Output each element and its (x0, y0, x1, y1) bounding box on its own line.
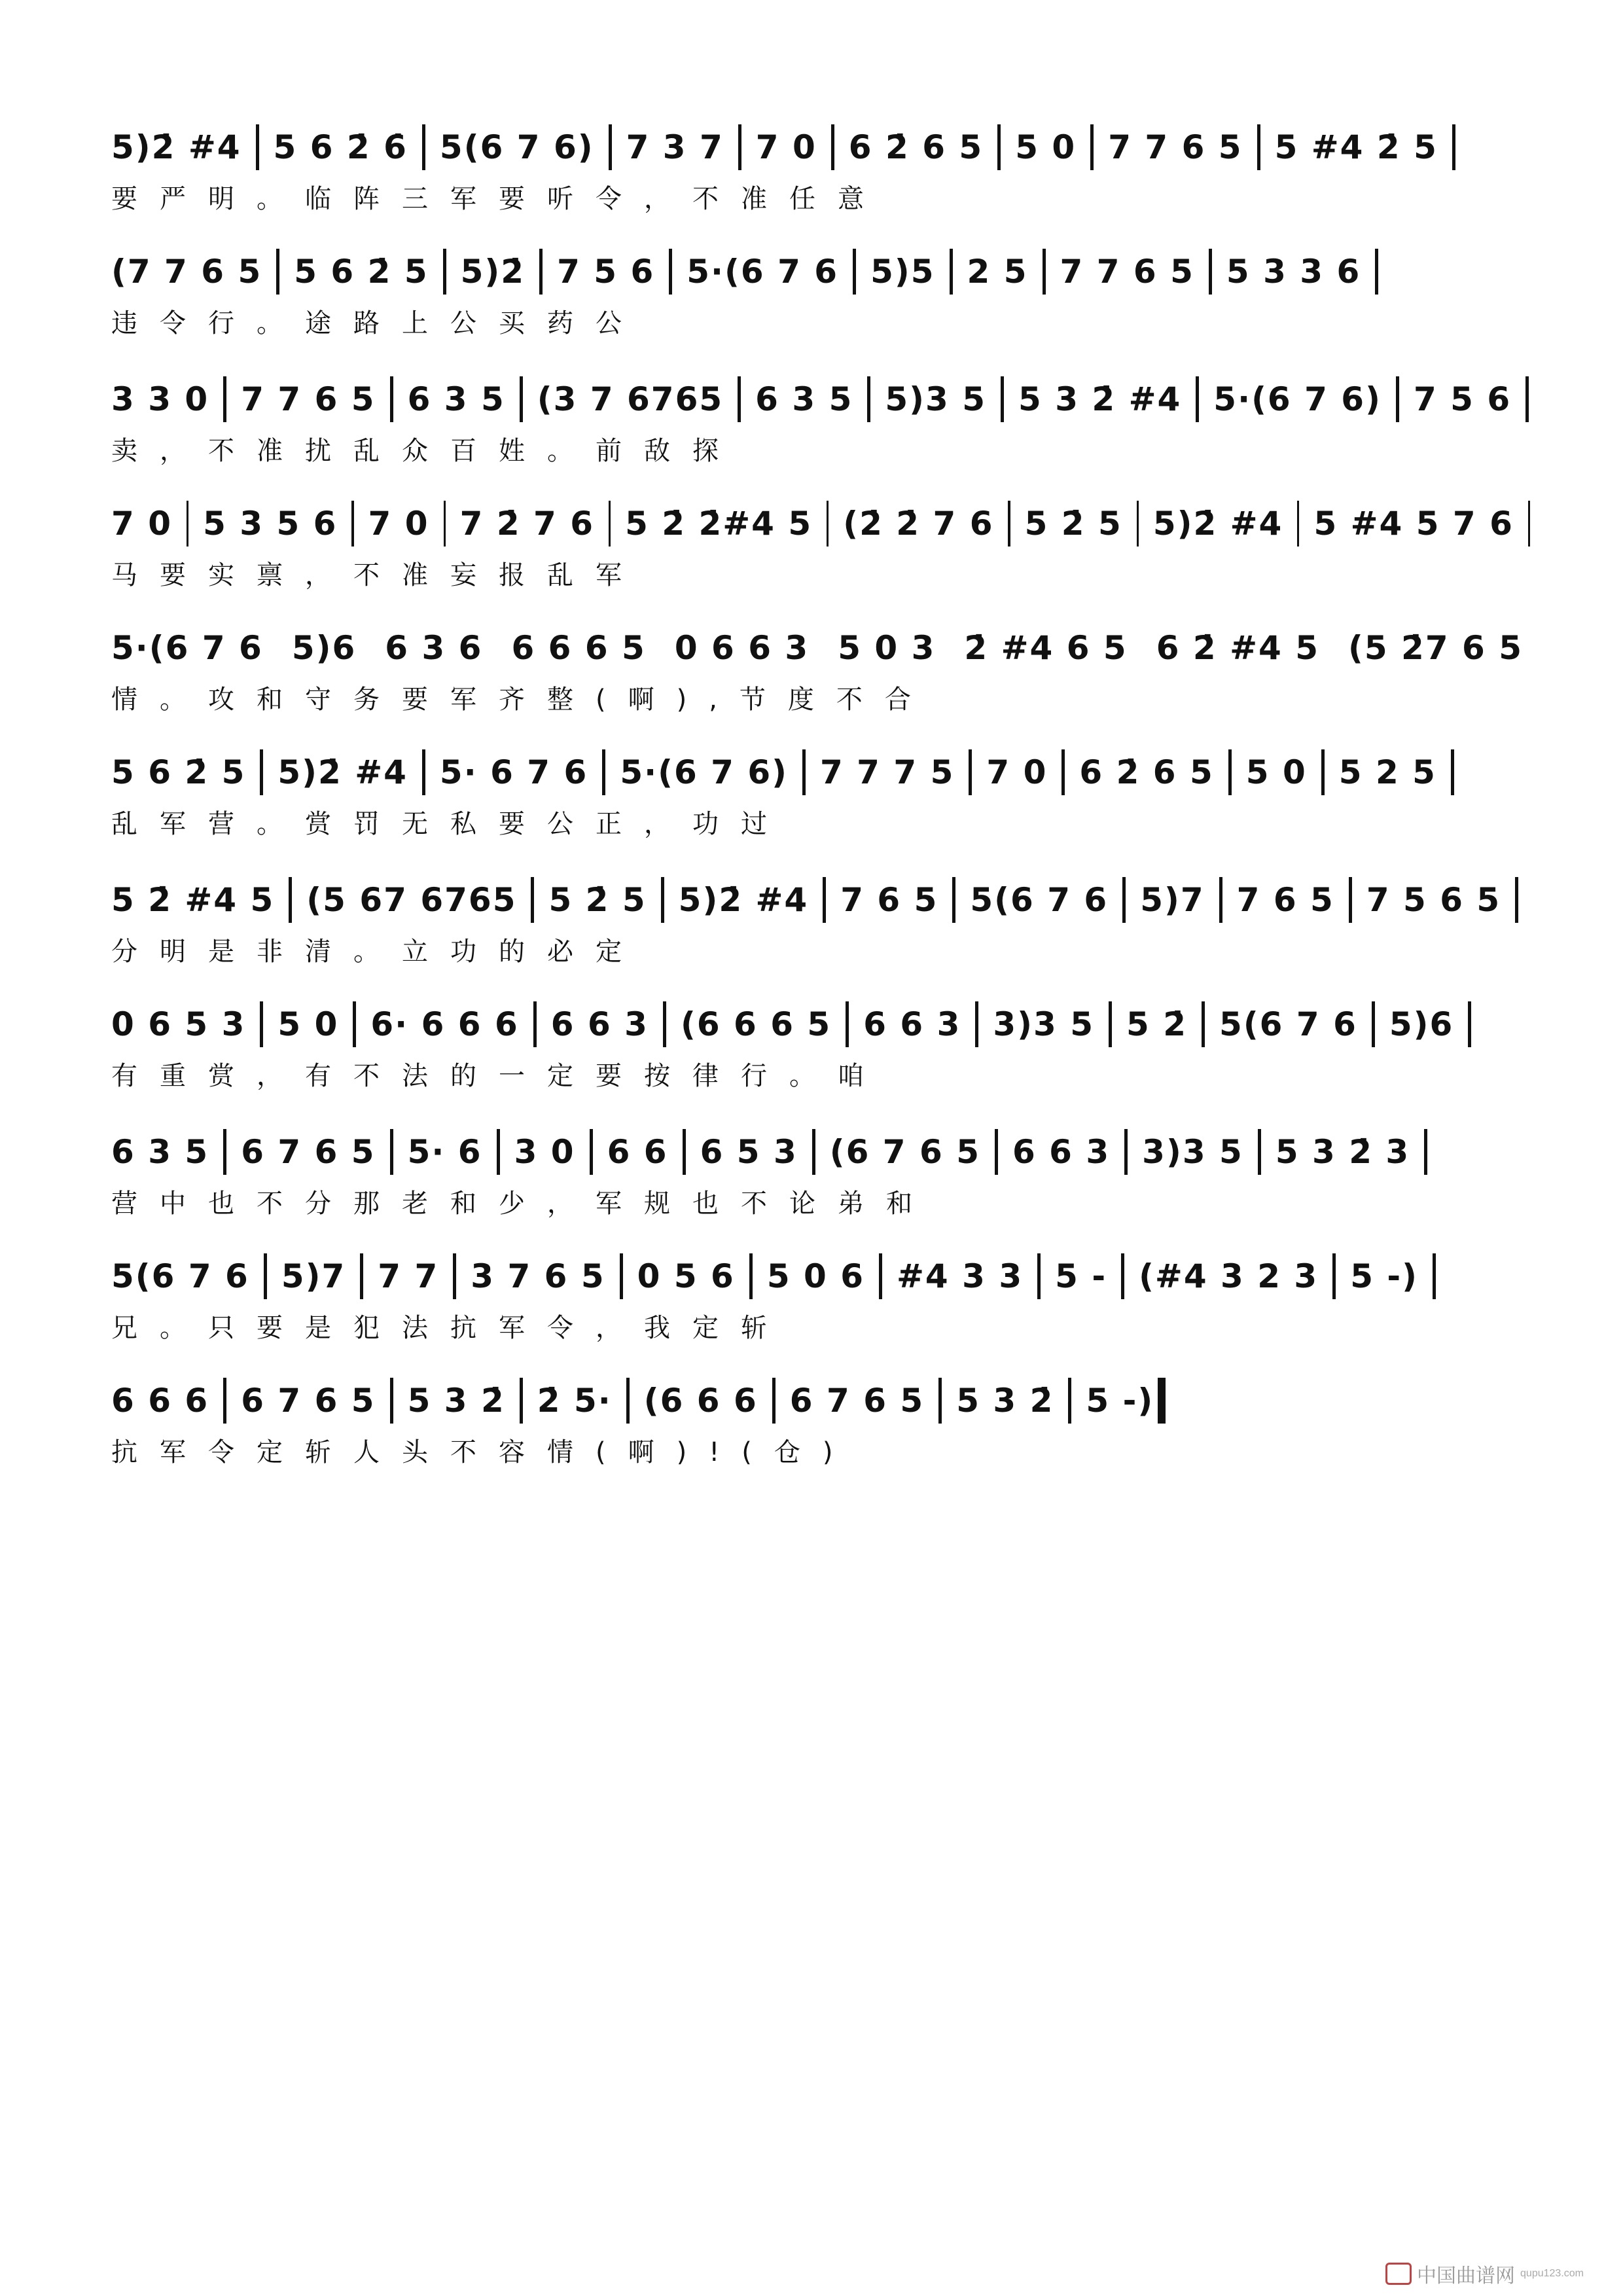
bar-line (223, 1129, 226, 1175)
bar-line (187, 501, 188, 547)
measure: #4 3 3 (897, 1257, 1024, 1295)
measure: 5 0 6 (766, 1257, 865, 1295)
measure: 6 6 3 (1012, 1133, 1111, 1171)
bar-line (1196, 376, 1199, 422)
bar-line (353, 1001, 356, 1047)
score-line (111, 1240, 1544, 1346)
measure: 6 6 (607, 1133, 668, 1171)
measure: 5)5 (870, 253, 935, 291)
measure: 5(6 7 6 (970, 881, 1109, 919)
bar-line (1158, 1378, 1166, 1424)
bar-line (276, 249, 279, 295)
bar-line (1001, 376, 1004, 422)
measure: 5 2̇ 5 (548, 881, 647, 919)
measure: 5 0 3 (838, 629, 936, 667)
measure: 5)6 (1389, 1005, 1454, 1043)
measure: 3 0 (514, 1133, 575, 1171)
notation-staff (111, 111, 1544, 170)
measure: (5 67 6765 (306, 881, 517, 919)
bar-line (831, 124, 834, 170)
bar-line (1008, 501, 1010, 547)
measure: 5)2̇ (460, 253, 526, 291)
bar-line (1228, 749, 1232, 795)
bar-line (1349, 877, 1352, 923)
bar-line (260, 1001, 263, 1047)
bar-line (390, 376, 393, 422)
bar-line (1137, 501, 1139, 547)
bar-line (950, 249, 953, 295)
measure: 5 3 3 6 (1226, 253, 1361, 291)
notation-staff (111, 736, 1544, 795)
score-line (111, 488, 1544, 594)
score-line (111, 363, 1544, 469)
bar-line (520, 376, 523, 422)
measure: 5)7 (281, 1257, 346, 1295)
measure: 7 0 (755, 128, 817, 166)
lyric-line: 马要实禀，不准妄报乱军 (111, 560, 644, 590)
bar-line (853, 249, 856, 295)
bar-line (1121, 1253, 1124, 1299)
measure: 5)2̇ #4 (678, 881, 809, 919)
bar-line (1372, 1001, 1375, 1047)
measure: 6 3 5 (755, 380, 853, 418)
lyric-line: 乱军营。赏罚无私要公正，功过 (111, 809, 789, 839)
bar-line (533, 1001, 537, 1047)
bar-line (1451, 749, 1454, 795)
bar-line (390, 1378, 393, 1424)
measure: 5 0 (1245, 753, 1307, 791)
lyric-line: 抗军令定斩人头不容情(啊)!(仓) (111, 1437, 855, 1467)
bar-line (539, 249, 543, 295)
bar-line (1090, 124, 1094, 170)
measure: 6 7 6 5 (789, 1382, 925, 1420)
bar-line (390, 1129, 393, 1175)
watermark-name: 中国曲谱网 (1417, 2265, 1516, 2287)
measure: 7 2̇ 7 6 (459, 505, 595, 543)
measure: 5·(6 7 6) (620, 753, 788, 791)
bar-line (663, 1001, 666, 1047)
measure: 5 2̇ 5 (1024, 505, 1122, 543)
measure: 5· 6 7 6 (439, 753, 588, 791)
bar-line (609, 124, 612, 170)
bar-line (772, 1378, 776, 1424)
bar-line (738, 376, 741, 422)
measure: 6 2̇ #4 5 (1156, 629, 1319, 667)
measure: 5 6 2̇ 5 (294, 253, 429, 291)
measure: 7 6 5 (840, 881, 938, 919)
lyric-line: 违令行。途路上公买药公 (111, 308, 644, 338)
measure: 7 7 6 5 (241, 380, 376, 418)
measure: 5 3 2̇ (407, 1382, 505, 1420)
bar-line (1124, 1129, 1128, 1175)
measure: 5)3 5 (885, 380, 986, 418)
bar-line (738, 124, 741, 170)
measure: 5 0 (1015, 128, 1077, 166)
measure: 5 6 2̇ 5 (111, 753, 246, 791)
notation-staff (111, 236, 1544, 295)
score-line (111, 864, 1544, 970)
bar-line (1209, 249, 1212, 295)
measure: (5 2̇7 6 5 (1347, 629, 1524, 667)
measure: 7 7 6 5 (1060, 253, 1194, 291)
measure: 6· 6 6 6 (370, 1005, 519, 1043)
measure: 5·(6 7 6 (111, 629, 263, 667)
bar-line (975, 1001, 978, 1047)
bar-line (1122, 877, 1126, 923)
site-watermark (1385, 2259, 1584, 2288)
notation-staff (111, 864, 1544, 923)
measure: 3)3 5 (1142, 1133, 1243, 1171)
notation-staff (111, 1116, 1544, 1175)
measure: 6 5 3 (700, 1133, 798, 1171)
bar-line (1257, 124, 1260, 170)
bar-line (1109, 1001, 1112, 1047)
bar-line (256, 124, 259, 170)
bar-line (1258, 1129, 1261, 1175)
bar-line (590, 1129, 593, 1175)
bar-line (995, 1129, 998, 1175)
bar-line (289, 877, 292, 923)
measure: 5(6 7 6 (1219, 1005, 1357, 1043)
bar-line (264, 1253, 267, 1299)
measure: 3 3 0 (111, 380, 209, 418)
measure: 5 2̇ #4 5 (111, 881, 275, 919)
bar-line (260, 749, 263, 795)
bar-line (1433, 1253, 1436, 1299)
bar-line (531, 877, 534, 923)
measure: 5·(6 7 6) (1213, 380, 1382, 418)
measure: 2̇ #4 6 5 (964, 629, 1128, 667)
bar-line (802, 749, 806, 795)
measure: 5)2̇ #4 (111, 128, 241, 166)
measure: 7 0 (368, 505, 429, 543)
score-line (111, 111, 1544, 217)
notation-staff (111, 363, 1544, 422)
measure: 7 7 (378, 1257, 439, 1295)
bar-line (422, 749, 425, 795)
measure: 3 7 6 5 (471, 1257, 605, 1295)
measure: 6 3 5 (407, 380, 505, 418)
measure: 0 6 6 3 (674, 629, 810, 667)
bar-line (351, 501, 353, 547)
measure: 5)2̇ #4 (277, 753, 408, 791)
bar-line (1061, 749, 1065, 795)
bar-line (453, 1253, 456, 1299)
measure: 7 5 6 5 (1366, 881, 1501, 919)
measure: 7 0 (986, 753, 1048, 791)
score-line (111, 736, 1544, 842)
bar-line (1525, 376, 1529, 422)
measure: 5·(6 7 6 (687, 253, 839, 291)
measure: 5(6 7 6) (439, 128, 594, 166)
bar-line (1452, 124, 1455, 170)
measure: 5 3 5 6 (203, 505, 338, 543)
score-line (111, 1116, 1544, 1222)
measure: 7 5 6 (557, 253, 655, 291)
measure: 6 7 6 5 (241, 1382, 376, 1420)
bar-line (1424, 1129, 1427, 1175)
measure: 5)2̇ #4 (1152, 505, 1283, 543)
bar-line (1396, 376, 1399, 422)
measure: 5 0 (277, 1005, 339, 1043)
bar-line (749, 1253, 753, 1299)
measure: 5 - (1055, 1257, 1107, 1295)
bar-line (997, 124, 1001, 170)
bar-line (669, 249, 672, 295)
lyric-line: 有重赏，有不法的一定要按律行。咱 (111, 1061, 886, 1091)
measure: 6 6 6 5 (511, 629, 646, 667)
bar-line (1202, 1001, 1205, 1047)
bar-line (626, 1378, 630, 1424)
measure: 6 3 5 (111, 1133, 209, 1171)
score-line (111, 1365, 1544, 1471)
bar-line (1068, 1378, 1071, 1424)
bar-line (609, 501, 611, 547)
measure: (6 6 6 5 (680, 1005, 832, 1043)
measure: 6 2̇ 6 5 (848, 128, 984, 166)
measure: 5 6 2̇ 6̇ (273, 128, 408, 166)
notation-staff (111, 988, 1544, 1047)
measure: 5· 6 (407, 1133, 482, 1171)
measure: 5 2̇ 2̇#4 5 (625, 505, 813, 543)
lyric-line: 营中也不分那老和少，军规也不论弟和 (111, 1189, 935, 1219)
measure: 5 3 2̇ 3 (1275, 1133, 1410, 1171)
bar-line (812, 1129, 815, 1175)
bar-line (1375, 249, 1378, 295)
measure: 6 7 6 5 (241, 1133, 376, 1171)
bar-line (602, 749, 605, 795)
lyric-line: 要严明。临阵三军要听令，不准任意 (111, 184, 886, 214)
measure: (7 7 6 5 (111, 253, 262, 291)
notation-staff (111, 1240, 1544, 1299)
bar-line (422, 124, 425, 170)
measure: 2̇ 5· (537, 1382, 612, 1420)
measure: 5 3 2̇ (956, 1382, 1054, 1420)
measure: 0 6 5 3 (111, 1005, 246, 1043)
measure: (6 6 6 (643, 1382, 758, 1420)
measure: 5 #4 5 7 6 (1313, 505, 1514, 543)
bar-line (823, 877, 826, 923)
bar-line (520, 1378, 523, 1424)
measure: 6 6 3 (550, 1005, 649, 1043)
measure: (#4 3 2 3 (1139, 1257, 1319, 1295)
bar-line (846, 1001, 849, 1047)
lyric-line: 卖，不准扰乱众百姓。前敌探 (111, 436, 741, 466)
bar-line (879, 1253, 882, 1299)
bar-line (952, 877, 955, 923)
measure: (3 7 6765 (537, 380, 724, 418)
site-logo-icon (1385, 2263, 1412, 2285)
bar-line (1321, 749, 1325, 795)
measure: 5 2 5 (1338, 753, 1436, 791)
bar-line (938, 1378, 942, 1424)
bar-line (683, 1129, 686, 1175)
bar-line (223, 376, 226, 422)
bar-line (1332, 1253, 1336, 1299)
measure: 7 7 6 5 (1108, 128, 1243, 166)
measure: 7 5 6 (1413, 380, 1512, 418)
score-line (111, 236, 1544, 342)
lyric-line: 分明是非清。立功的必定 (111, 937, 644, 967)
bar-line (1468, 1001, 1471, 1047)
measure: 3)3 5 (993, 1005, 1095, 1043)
notation-staff (111, 1365, 1544, 1424)
measure: 5)6 (291, 629, 357, 667)
bar-line (444, 501, 446, 547)
measure: 5)7 (1140, 881, 1205, 919)
bar-line (360, 1253, 363, 1299)
measure: 5(6 7 6 (111, 1257, 249, 1295)
measure: 5 2̇ (1126, 1005, 1188, 1043)
bar-line (1528, 501, 1530, 547)
bar-line (867, 376, 870, 422)
measure: (2̇ 2̇ 7 6 (843, 505, 994, 543)
measure: 7 0 (111, 505, 172, 543)
measure: 5 #4 2̇ 5 (1274, 128, 1438, 166)
measure: 5 -) (1086, 1382, 1154, 1420)
measure: (6 7 6 5 (829, 1133, 980, 1171)
measure: 7 7 7 5 (819, 753, 955, 791)
bar-line (497, 1129, 500, 1175)
measure: 0 5 6 (637, 1257, 735, 1295)
measure: 6 2̇ 6 5 (1079, 753, 1214, 791)
bar-line (1515, 877, 1518, 923)
bar-line (1219, 877, 1222, 923)
bar-line (1043, 249, 1046, 295)
measure: 7 6 5 (1236, 881, 1334, 919)
lyric-line: 情。攻和守务要军齐整(啊),节度不合 (111, 685, 933, 715)
bar-line (223, 1378, 226, 1424)
measure: 5 3 2̇ #4 (1018, 380, 1182, 418)
measure: 6 6 3 (863, 1005, 961, 1043)
bar-line (827, 501, 829, 547)
bar-line (620, 1253, 623, 1299)
bar-line (661, 877, 664, 923)
bar-line (443, 249, 446, 295)
score-line (111, 988, 1544, 1094)
bar-line (969, 749, 972, 795)
measure: 2 5 (967, 253, 1028, 291)
bar-line (1037, 1253, 1041, 1299)
notation-staff (111, 612, 1544, 671)
measure: 6 6 6 (111, 1382, 209, 1420)
score-line (111, 612, 1544, 718)
notation-staff (111, 488, 1544, 547)
measure: 5 -) (1350, 1257, 1419, 1295)
measure: 7 3 7 (626, 128, 724, 166)
measure: 6 3 6 (385, 629, 483, 667)
watermark-url: qupu123.com (1520, 2268, 1584, 2279)
lyric-line: 兄。只要是犯法抗军令，我定斩 (111, 1313, 789, 1343)
bar-line (1297, 501, 1299, 547)
